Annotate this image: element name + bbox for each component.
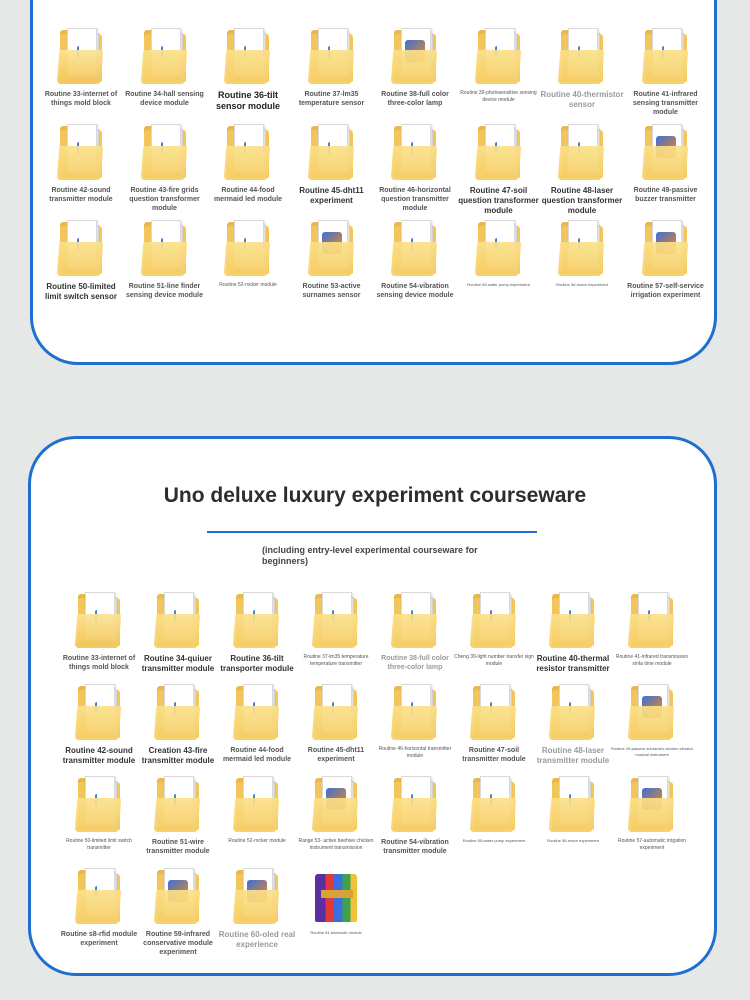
folder-item[interactable] [136, 592, 220, 674]
folder-item[interactable] [123, 124, 207, 213]
folder-image-icon [629, 684, 675, 740]
folder-icon [559, 124, 605, 180]
folder-item[interactable] [373, 776, 457, 856]
folder-label: Routine 39-photosensitive sensing device module [460, 90, 537, 103]
folder-open-icon [76, 592, 122, 648]
folder-image-icon [234, 868, 280, 924]
rar-archive-icon [313, 868, 359, 924]
folder-label: Routine 55-water pump experiment [462, 838, 526, 843]
folder-icon [471, 592, 517, 648]
folder-label: Routine 34-quiuer transmitter module [141, 654, 215, 673]
folder-label: Routine 54-vibration sensing device module [376, 283, 454, 299]
folder-label: Routine 52-rocker module [228, 838, 286, 844]
title-divider [207, 531, 537, 533]
folder-icon [309, 124, 355, 180]
folder-icon [58, 124, 104, 180]
folder-label: Creation 43-fire transmitter module [141, 746, 215, 765]
folder-image-icon [643, 124, 689, 180]
folder-label: Routine 55-water pump experiment [467, 282, 530, 287]
folder-label: Routine 37-lm35 temperature sensor [298, 91, 365, 107]
folder-label: Routine 51-line finder sensing device module [125, 283, 204, 299]
folder-label: Routine 48-laser question transformer module [541, 186, 623, 215]
folder-icon [476, 124, 522, 180]
folder-label: Routine 53-active surnames sensor [302, 283, 361, 299]
folder-item[interactable] [452, 776, 536, 844]
folder-item[interactable] [136, 684, 220, 766]
folder-item[interactable] [206, 28, 290, 112]
folder-icon [392, 776, 438, 832]
folder-label: Range 53- active beehive chicken instrument transmission [298, 838, 374, 851]
section-title: Uno deluxe luxury experiment courseware [163, 484, 587, 507]
folder-label: Routine 44-food mermaid led module [222, 747, 292, 763]
folder-label: Routine 33-internet of things mold block [44, 91, 118, 107]
folder-item[interactable] [452, 592, 536, 668]
folder-item[interactable] [610, 776, 694, 852]
folder-label: Routine 41-infrared transmission xinfa time module [615, 654, 689, 667]
folder-item[interactable] [39, 220, 123, 302]
folder-item[interactable] [457, 124, 541, 216]
folder-item[interactable] [290, 220, 374, 300]
folder-label: Routine 50-limited limit switch sensor [44, 282, 118, 301]
folder-item[interactable] [624, 28, 708, 117]
folder-item[interactable] [57, 776, 141, 852]
folder-item[interactable] [624, 220, 708, 300]
folder-icon [559, 220, 605, 276]
folder-label: Routine 56-motor experiment [556, 282, 608, 287]
folder-label: Routine 36-tilt sensor module [215, 90, 280, 111]
folder-label: Routine 52-rocker module [219, 282, 277, 288]
folder-icon [76, 868, 122, 924]
folder-icon [313, 592, 359, 648]
folder-item[interactable] [215, 868, 299, 950]
folder-icon [142, 124, 188, 180]
folder-label: Routine 46-horizontal transmitter module [378, 746, 452, 759]
folder-item[interactable] [123, 28, 207, 108]
folder-item[interactable] [531, 684, 615, 766]
folder-icon [225, 28, 271, 84]
folder-item[interactable] [215, 684, 299, 764]
folder-item[interactable] [294, 684, 378, 764]
folder-icon [550, 776, 596, 832]
folder-item[interactable] [290, 124, 374, 206]
folder-item[interactable] [540, 124, 624, 216]
folder-label: Routine 40-thermistor sensor [540, 90, 624, 109]
folder-item[interactable] [294, 776, 378, 852]
folder-icon [471, 684, 517, 740]
folder-item[interactable] [531, 776, 615, 844]
folder-item[interactable] [136, 868, 220, 957]
folder-item[interactable] [57, 684, 141, 766]
folder-item[interactable] [123, 220, 207, 300]
folder-icon [234, 592, 280, 648]
folder-label: Routine 37-lm35 temperature temperature transmitter [303, 654, 369, 667]
folder-icon [392, 684, 438, 740]
folder-item[interactable] [531, 592, 615, 674]
folder-label: Routine 33-internet of things mold block [62, 655, 136, 671]
folder-icon [309, 28, 355, 84]
folder-label: Routine 40-thermal resistor transmitter [536, 654, 610, 673]
folder-label: Routine 49-passive surnames chicken vibrator musical instrument [610, 746, 694, 757]
folder-item[interactable] [452, 684, 536, 764]
folder-item[interactable] [457, 220, 541, 288]
folder-icon [559, 28, 605, 84]
folder-item[interactable] [57, 868, 141, 948]
folder-icon [550, 684, 596, 740]
folder-item[interactable] [39, 28, 123, 108]
folder-label: Routine 48-laser transmitter module [536, 746, 610, 765]
folder-item[interactable] [540, 220, 624, 288]
folder-image-icon [643, 220, 689, 276]
folder-icon [234, 776, 280, 832]
folder-icon [392, 124, 438, 180]
folder-item[interactable] [457, 28, 541, 104]
folder-item[interactable] [373, 684, 457, 760]
folder-label: Routine 59-infrared conservative module experiment [143, 931, 213, 956]
folder-label: Routine 60-oled real experience [218, 930, 296, 949]
folder-open-icon [58, 28, 104, 84]
folder-item[interactable] [540, 28, 624, 110]
folder-label: Routine 42-sound transmitter module [49, 187, 113, 203]
folder-icon [76, 684, 122, 740]
folder-label: Routine s8-rfid module experiment [60, 931, 138, 947]
folder-item[interactable] [215, 592, 299, 674]
folder-icon [142, 220, 188, 276]
folder-icon [225, 220, 271, 276]
section-subtitle: (including entry-level experimental courseware for beginners) [262, 545, 478, 566]
folder-item[interactable] [206, 220, 290, 289]
folder-label: Routine 42-sound transmitter module [62, 746, 136, 765]
folder-label: Routine 57-automatic irrigation experiment [617, 838, 687, 851]
folder-label: Cheng 39-light number transfer sign module [454, 654, 534, 667]
folder-icon [550, 592, 596, 648]
folder-item[interactable] [215, 776, 299, 845]
folder-label: Routine 38-full color three-color lamp [381, 655, 449, 671]
folder-icon [476, 28, 522, 84]
folder-icon [392, 592, 438, 648]
folder-icon [629, 592, 675, 648]
folder-item[interactable] [290, 28, 374, 108]
folder-label: Routine 36-tilt transporter module [220, 654, 294, 673]
folder-item[interactable] [206, 124, 290, 204]
folder-item[interactable] [373, 592, 457, 672]
folder-label: Routine 43-fire grids question transformer module [129, 187, 200, 212]
folder-label: Routine 56-motor experiment [547, 838, 599, 843]
folder-icon [313, 684, 359, 740]
folder-image-icon [155, 868, 201, 924]
folder-label: Routine 45-dht11 experiment [307, 747, 365, 763]
folder-image-icon [309, 220, 355, 276]
folder-item[interactable] [294, 592, 378, 668]
folder-item[interactable] [136, 776, 220, 856]
folder-label: Routine 61-bluetooth module [310, 930, 362, 935]
folder-label: Routine 46-horizontal question transmitter module [379, 187, 451, 212]
folder-label: Routine 50-limited limit switch transmitter [66, 838, 132, 851]
folder-icon [58, 220, 104, 276]
folder-item[interactable] [373, 124, 457, 213]
folder-label: Routine 51-wire transmitter module [146, 839, 210, 855]
folder-icon [476, 220, 522, 276]
folder-item[interactable] [610, 592, 694, 668]
folder-label: Routine 47-soil transmitter module [462, 747, 526, 763]
folder-icon [142, 28, 188, 84]
folder-label: Routine 45-dht11 experiment [299, 186, 364, 205]
folder-image-icon [629, 776, 675, 832]
folder-icon [155, 592, 201, 648]
folder-label: Routine 41-infrared sensing transmitter module [633, 91, 698, 116]
folder-icon [76, 776, 122, 832]
folder-icon [225, 124, 271, 180]
folder-image-icon [392, 28, 438, 84]
folder-image-icon [313, 776, 359, 832]
folder-item[interactable] [624, 124, 708, 204]
folder-item[interactable] [57, 592, 141, 672]
folder-label: Routine 44-food mermaid led module [213, 187, 283, 203]
folder-item[interactable] [373, 28, 457, 108]
folder-item[interactable] [39, 124, 123, 204]
folder-label: Routine 34-hall sensing device module [125, 91, 204, 107]
folder-label: Routine 38-full color three-color lamp [381, 91, 449, 107]
folder-label: Routine 54-vibration transmitter module [381, 839, 449, 855]
folder-item[interactable] [294, 868, 378, 936]
folder-icon [643, 28, 689, 84]
folder-icon [234, 684, 280, 740]
folder-icon [392, 220, 438, 276]
folder-icon [155, 684, 201, 740]
folder-label: Routine 49-passive buzzer transmitter [633, 187, 698, 203]
folder-icon [155, 776, 201, 832]
folder-item[interactable] [373, 220, 457, 300]
folder-item[interactable] [610, 684, 694, 758]
folder-label: Routine 57-self-service irrigation experiment [627, 283, 704, 299]
folder-label: Routine 47-soil question transformer module [458, 186, 539, 215]
folder-icon [471, 776, 517, 832]
